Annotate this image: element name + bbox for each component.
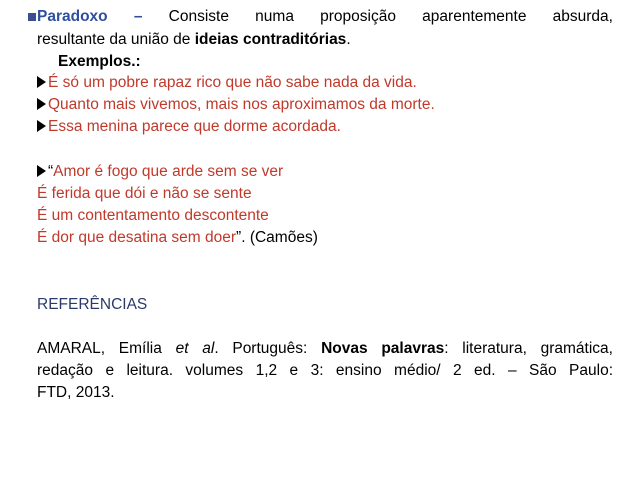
reference-text-3: FTD, 2013. <box>37 384 115 401</box>
poem-text: Amor é fogo que arde sem se ver <box>53 163 284 180</box>
reference-text-rest: : literatura, gramática, <box>444 340 613 357</box>
definition-line-2 <box>37 30 613 50</box>
poem-text: É um contentamento descontente <box>37 207 269 224</box>
example-text: Quanto mais vivemos, mais nos aproximamos da morte. <box>48 96 435 113</box>
definition-dash: – <box>133 8 143 25</box>
poem-line-1 <box>37 162 613 182</box>
poem-line-3 <box>37 206 613 226</box>
reference-text: . Português: <box>214 340 322 357</box>
reference-line-1 <box>37 339 613 359</box>
reference-line-3 <box>37 383 613 403</box>
arrow-bullet-icon <box>37 165 46 177</box>
example-item-2 <box>37 95 613 115</box>
references-heading <box>37 295 613 315</box>
square-bullet-icon <box>28 13 36 21</box>
poem-attribution: ”. (Camões) <box>236 229 318 246</box>
examples-label-text: Exemplos.: <box>58 53 141 70</box>
poem-line-4 <box>37 228 613 248</box>
arrow-bullet-icon <box>37 120 46 132</box>
reference-text-2: redação e leitura. volumes 1,2 e 3: ensino médio/ 2 ed. – São Paulo: <box>37 362 613 379</box>
definition-line-1 <box>37 7 613 27</box>
poem-text: É ferida que dói e não se sente <box>37 185 252 202</box>
arrow-bullet-icon <box>37 76 46 88</box>
definition-text-1: Consiste numa proposição aparentemente absurda, <box>168 8 613 25</box>
definition-bold: ideias contraditórias <box>194 31 347 48</box>
example-text: É só um pobre rapaz rico que não sabe nada da vida. <box>48 74 417 91</box>
poem-open-quote: “ <box>48 163 54 180</box>
definition-term: Paradoxo <box>37 8 108 25</box>
reference-title: Novas palavras <box>321 340 445 357</box>
poem-line-2 <box>37 184 613 204</box>
poem-text: É dor que desatina sem doer <box>37 229 237 246</box>
reference-author: AMARAL, Emília <box>37 340 176 357</box>
example-item-1 <box>37 73 613 93</box>
references-heading-text: REFERÊNCIAS <box>37 296 148 313</box>
example-item-3 <box>37 117 613 137</box>
examples-label <box>58 52 634 72</box>
definition-text-2: resultante da união de <box>37 31 195 48</box>
arrow-bullet-icon <box>37 98 46 110</box>
example-text: Essa menina parece que dorme acordada. <box>48 118 341 135</box>
reference-etal: et al <box>175 340 215 357</box>
reference-line-2 <box>37 361 613 381</box>
definition-period: . <box>346 31 351 48</box>
